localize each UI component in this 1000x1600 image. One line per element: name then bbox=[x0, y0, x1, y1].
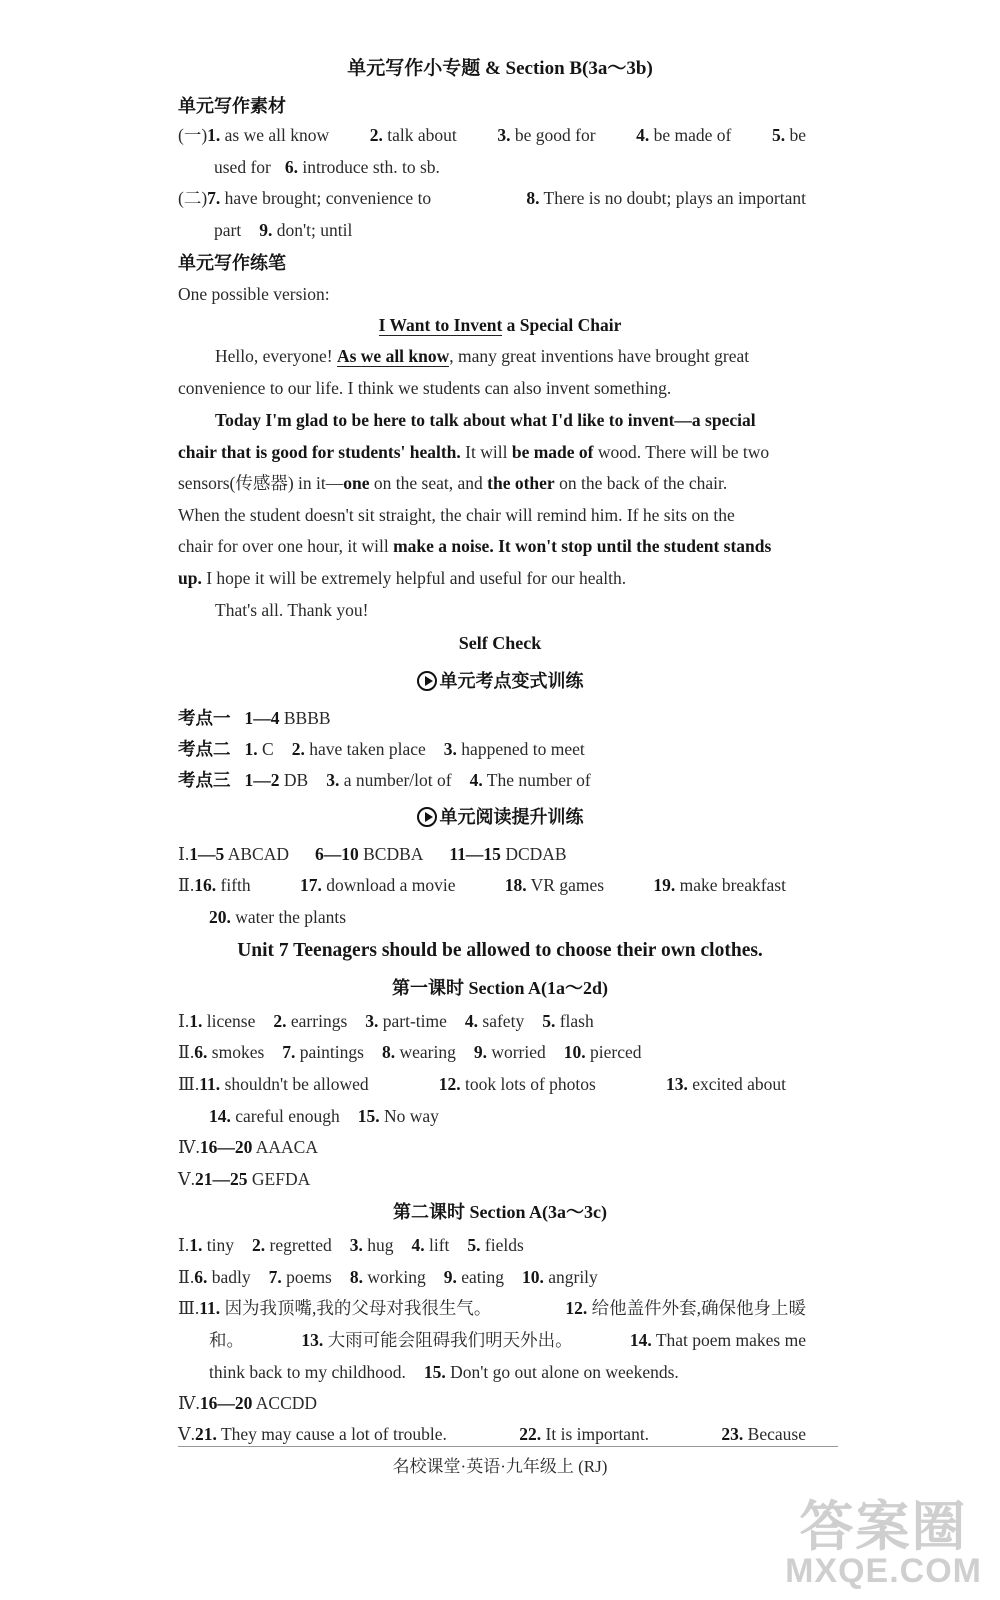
answer-item bbox=[522, 1267, 598, 1287]
answer-text: flash bbox=[555, 1011, 594, 1031]
answer-text: paintings bbox=[295, 1042, 364, 1062]
answer-number: 2. bbox=[273, 1011, 287, 1031]
answer-text: excited about bbox=[687, 1074, 786, 1094]
question-section-number: Ⅲ. bbox=[178, 1074, 200, 1094]
answer-item bbox=[252, 1235, 332, 1255]
answer-line bbox=[178, 1423, 806, 1445]
answer-line bbox=[178, 1266, 598, 1288]
answer-text: be bbox=[785, 125, 806, 145]
answer-number: 6. bbox=[284, 157, 298, 177]
answer-text: careful enough bbox=[230, 1106, 340, 1126]
arrow-circle-icon bbox=[417, 671, 437, 691]
answer-number: 5. bbox=[771, 125, 786, 145]
answer-item bbox=[200, 1393, 317, 1413]
answer-number: 2. bbox=[291, 739, 305, 759]
answer-item bbox=[300, 874, 456, 896]
essay-text: sensors(传感器) in it— bbox=[178, 473, 344, 493]
answer-text: 因为我顶嘴,我的父母对我很生气。 bbox=[220, 1298, 492, 1318]
answer-number: 5. bbox=[467, 1235, 481, 1255]
answer-item bbox=[350, 1267, 426, 1287]
answer-number: 14. bbox=[209, 1106, 231, 1126]
answer-text: VR games bbox=[526, 875, 605, 895]
subsection-heading bbox=[0, 806, 1000, 828]
question-section-number: Ⅴ. bbox=[178, 1169, 196, 1189]
answer-text: water the plants bbox=[230, 907, 347, 927]
answer-item bbox=[209, 1106, 340, 1126]
answer-number: 1. bbox=[244, 739, 258, 759]
answer-number: 23. bbox=[721, 1424, 744, 1444]
essay-text: I hope it will be extremely helpful and useful for our health. bbox=[201, 568, 627, 588]
answer-item bbox=[189, 1235, 234, 1255]
answer-item bbox=[269, 1267, 332, 1287]
answer-number: 3. bbox=[497, 125, 511, 145]
answer-text: fifth bbox=[216, 875, 251, 895]
answer-item bbox=[178, 124, 329, 146]
answer-number: 3. bbox=[349, 1235, 363, 1255]
answer-text: part-time bbox=[378, 1011, 447, 1031]
answer-item bbox=[444, 1267, 504, 1287]
answer-item bbox=[200, 1137, 318, 1157]
section-heading-materials: 单元写作素材 bbox=[178, 96, 286, 116]
essay-phrase: be made of bbox=[511, 442, 594, 462]
question-section-number: Ⅴ. bbox=[178, 1424, 196, 1444]
answer-text: used for bbox=[214, 157, 271, 177]
answer-text: The number of bbox=[482, 770, 591, 790]
essay-line bbox=[178, 567, 626, 589]
answer-text: ACCDD bbox=[252, 1393, 318, 1413]
answer-text: That poem makes me bbox=[651, 1330, 806, 1350]
question-section-number: (一) bbox=[178, 125, 208, 145]
answer-text: DCDAB bbox=[500, 844, 567, 864]
unit-title: Unit 7 Teenagers should be allowed to choose their own clothes. bbox=[237, 940, 763, 961]
lesson-title: 第一课时 Section A(1a～2d) bbox=[392, 978, 608, 998]
answer-text: happened to meet bbox=[456, 739, 585, 759]
essay-phrase: As we all know bbox=[336, 346, 450, 366]
answer-item bbox=[424, 1362, 679, 1382]
answer-number: 4. bbox=[636, 125, 650, 145]
answer-item bbox=[444, 739, 585, 759]
answer-item bbox=[315, 844, 423, 864]
answer-text: regretted bbox=[265, 1235, 332, 1255]
answer-text: as we all know bbox=[220, 125, 330, 145]
answer-number: 11—15 bbox=[449, 844, 501, 864]
answer-number: 15. bbox=[423, 1362, 446, 1382]
answer-number: 20. bbox=[209, 907, 231, 927]
answer-line bbox=[178, 738, 585, 760]
answer-text: smokes bbox=[207, 1042, 265, 1062]
answer-number: 17. bbox=[299, 875, 322, 895]
essay-line: convenience to our life. I think we students can also invent something. bbox=[178, 378, 672, 398]
answer-number: 7. bbox=[268, 1267, 282, 1287]
answer-number: 16—20 bbox=[199, 1393, 253, 1413]
essay-line bbox=[178, 472, 727, 494]
exam-point-label: 考点三 bbox=[178, 770, 231, 790]
answer-item bbox=[497, 124, 595, 146]
question-section-number: Ⅰ. bbox=[178, 844, 190, 864]
answer-text: shouldn't be allowed bbox=[220, 1074, 369, 1094]
answer-text: It is important. bbox=[541, 1424, 650, 1444]
question-section-number: Ⅰ. bbox=[178, 1235, 190, 1255]
version-label: One possible version: bbox=[178, 284, 330, 304]
answer-item bbox=[505, 874, 604, 896]
answer-text: DB bbox=[279, 770, 309, 790]
essay-phrase: up. bbox=[178, 568, 202, 588]
question-section-number: Ⅱ. bbox=[178, 1042, 195, 1062]
answer-item bbox=[526, 187, 806, 209]
answer-item bbox=[194, 1267, 250, 1287]
answer-line bbox=[209, 1105, 439, 1127]
answer-number: 3. bbox=[365, 1011, 379, 1031]
answer-text: No way bbox=[379, 1106, 439, 1126]
answer-item bbox=[565, 1297, 806, 1319]
answer-text: fields bbox=[480, 1235, 524, 1255]
answer-item bbox=[449, 844, 566, 864]
answer-item bbox=[636, 124, 731, 146]
answer-number: 2. bbox=[252, 1235, 266, 1255]
answer-text: 和。 bbox=[209, 1330, 244, 1350]
answer-text: Don't go out alone on weekends. bbox=[445, 1362, 679, 1382]
arrow-circle-icon bbox=[417, 807, 437, 827]
answer-line bbox=[178, 1136, 318, 1158]
answer-text: introduce sth. to sb. bbox=[297, 157, 440, 177]
question-section-number: Ⅳ. bbox=[178, 1393, 200, 1413]
answer-line bbox=[178, 769, 591, 791]
answer-number: 3. bbox=[443, 739, 457, 759]
answer-text: license bbox=[202, 1011, 256, 1031]
footer-divider bbox=[178, 1446, 838, 1447]
answer-item bbox=[189, 1011, 255, 1031]
answer-text: Because bbox=[743, 1424, 806, 1444]
self-check-title: Self Check bbox=[458, 633, 542, 653]
essay-line bbox=[178, 441, 769, 463]
watermark bbox=[785, 1497, 982, 1590]
answer-text: don't; until bbox=[272, 220, 353, 240]
answer-text: think back to my childhood. bbox=[209, 1362, 406, 1382]
answer-number: 9. bbox=[443, 1267, 457, 1287]
answer-text: poems bbox=[281, 1267, 332, 1287]
answer-item bbox=[282, 1042, 364, 1062]
essay-phrase: chair that is good for students' health. bbox=[178, 442, 461, 462]
answer-number: 13. bbox=[665, 1074, 688, 1094]
essay-phrase: one bbox=[343, 473, 370, 493]
answer-number: 1—2 bbox=[244, 770, 280, 790]
answer-item bbox=[273, 1011, 347, 1031]
answer-item bbox=[214, 157, 271, 177]
essay-line: That's all. Thank you! bbox=[215, 600, 369, 620]
answer-number: 1—5 bbox=[189, 844, 225, 864]
answer-text: They may cause a lot of trouble. bbox=[216, 1424, 447, 1444]
answer-number: 4. bbox=[464, 1011, 479, 1031]
answer-line bbox=[178, 707, 331, 729]
answer-item bbox=[178, 1423, 447, 1445]
answer-text: took lots of photos bbox=[460, 1074, 596, 1094]
answer-line bbox=[178, 1392, 317, 1414]
answer-number: 8. bbox=[349, 1267, 363, 1287]
answer-line bbox=[209, 906, 346, 928]
answer-number: 16. bbox=[194, 875, 217, 895]
question-section-number: Ⅰ. bbox=[178, 1011, 190, 1031]
answer-text: lift bbox=[424, 1235, 450, 1255]
answer-line bbox=[209, 1329, 806, 1351]
answer-item bbox=[195, 1169, 310, 1189]
answer-text: have brought; convenience to bbox=[220, 188, 432, 208]
answer-text: part bbox=[214, 220, 242, 240]
answer-item bbox=[358, 1106, 439, 1126]
answer-number: 11. bbox=[199, 1074, 221, 1094]
answer-item bbox=[411, 1235, 449, 1255]
essay-text: , many great inventions have brought great bbox=[449, 346, 750, 366]
answer-item bbox=[292, 739, 426, 759]
answer-text: ABCAD bbox=[224, 844, 289, 864]
answer-number: 4. bbox=[469, 770, 483, 790]
subsection-label: 单元阅读提升训练 bbox=[439, 807, 584, 827]
question-section-number: Ⅱ. bbox=[178, 1267, 195, 1287]
essay-line bbox=[215, 345, 805, 367]
answer-line bbox=[178, 1168, 310, 1190]
answer-number: 7. bbox=[282, 1042, 296, 1062]
answer-item bbox=[542, 1011, 594, 1031]
answer-item bbox=[259, 220, 352, 240]
watermark-url: MXQE.COM bbox=[785, 1552, 982, 1590]
essay-title-rest: a Special Chair bbox=[502, 315, 622, 335]
answer-number: 5. bbox=[542, 1011, 556, 1031]
answer-number: 8. bbox=[526, 188, 540, 208]
subsection-heading bbox=[0, 670, 1000, 692]
answer-text: a number/lot of bbox=[339, 770, 452, 790]
answer-line bbox=[178, 1041, 642, 1063]
answer-text: make breakfast bbox=[675, 875, 786, 895]
answer-item bbox=[245, 708, 331, 728]
answer-number: 13. bbox=[301, 1330, 324, 1350]
exam-point-label: 考点一 bbox=[178, 708, 231, 728]
essay-text: wood. There will be two bbox=[593, 442, 770, 462]
answer-number: 10. bbox=[521, 1267, 544, 1287]
answer-item bbox=[721, 1423, 806, 1445]
answer-item bbox=[382, 1042, 456, 1062]
answer-line bbox=[178, 187, 806, 209]
answer-number: 6. bbox=[194, 1042, 208, 1062]
answer-number: 9. bbox=[259, 220, 273, 240]
answer-text: There is no doubt; plays an important bbox=[539, 188, 806, 208]
answer-text: safety bbox=[478, 1011, 525, 1031]
essay-text: on the back of the chair. bbox=[554, 473, 728, 493]
question-section-number: Ⅲ. bbox=[178, 1298, 200, 1318]
answer-item bbox=[285, 157, 440, 177]
answer-number: 6—10 bbox=[314, 844, 359, 864]
answer-text: 大雨可能会阻碍我们明天外出。 bbox=[323, 1330, 573, 1350]
answer-text: tiny bbox=[202, 1235, 235, 1255]
answer-text: have taken place bbox=[304, 739, 426, 759]
answer-number: 16—20 bbox=[199, 1137, 253, 1157]
answer-number: 7. bbox=[207, 188, 221, 208]
answer-item bbox=[370, 124, 457, 146]
answer-line bbox=[214, 156, 440, 178]
essay-line: Today I'm glad to be here to talk about what I'd like to invent—a special bbox=[215, 410, 756, 430]
answer-item bbox=[519, 1423, 649, 1445]
answer-number: 10. bbox=[563, 1042, 586, 1062]
answer-text: talk about bbox=[382, 125, 457, 145]
answer-number: 3. bbox=[326, 770, 340, 790]
answer-text: GEFDA bbox=[247, 1169, 311, 1189]
essay-phrase: the other bbox=[487, 473, 555, 493]
answer-item bbox=[189, 844, 289, 864]
answer-line bbox=[214, 219, 352, 241]
answer-line bbox=[178, 1234, 524, 1256]
answer-line bbox=[178, 1297, 806, 1319]
answer-line bbox=[178, 1010, 594, 1032]
answer-item bbox=[214, 220, 241, 240]
essay-title bbox=[0, 314, 1000, 336]
answer-text: hug bbox=[362, 1235, 394, 1255]
essay-line: When the student doesn't sit straight, the chair will remind him. If he sits on the bbox=[178, 505, 735, 525]
answer-number: 12. bbox=[565, 1298, 588, 1318]
answer-item bbox=[209, 1329, 244, 1351]
answer-number: 1—4 bbox=[244, 708, 280, 728]
answer-number: 1. bbox=[189, 1235, 203, 1255]
answer-text: angrily bbox=[543, 1267, 598, 1287]
answer-text: be made of bbox=[649, 125, 732, 145]
answer-item bbox=[630, 1329, 806, 1351]
answer-text: working bbox=[363, 1267, 426, 1287]
answer-text: be good for bbox=[510, 125, 596, 145]
answer-text: C bbox=[257, 739, 274, 759]
answer-item bbox=[653, 874, 786, 896]
essay-phrase: make a noise. It won't stop until the student stands bbox=[393, 536, 772, 556]
answer-item bbox=[178, 1073, 369, 1095]
answer-text: wearing bbox=[395, 1042, 456, 1062]
answer-number: 1. bbox=[207, 125, 221, 145]
answer-item bbox=[178, 874, 251, 896]
essay-text: Hello, everyone! bbox=[215, 346, 337, 366]
answer-item bbox=[301, 1329, 572, 1351]
subsection-label: 单元考点变式训练 bbox=[439, 671, 584, 691]
answer-line bbox=[178, 124, 806, 146]
essay-text: It will bbox=[460, 442, 512, 462]
answer-number: 11. bbox=[199, 1298, 221, 1318]
lesson-title: 第二课时 Section A(3a～3c) bbox=[393, 1202, 607, 1222]
answer-number: 22. bbox=[519, 1424, 542, 1444]
watermark-logo: 答案圈 bbox=[799, 1497, 968, 1557]
answer-number: 18. bbox=[504, 875, 527, 895]
answer-item bbox=[467, 1235, 523, 1255]
exam-point-label: 考点二 bbox=[178, 739, 231, 759]
answer-item bbox=[474, 1042, 546, 1062]
answer-item bbox=[350, 1235, 394, 1255]
essay-line bbox=[178, 535, 771, 557]
answer-item bbox=[178, 1297, 491, 1319]
answer-number: 21. bbox=[195, 1424, 217, 1444]
answer-number: 8. bbox=[381, 1042, 396, 1062]
answer-text: AAACA bbox=[252, 1137, 318, 1157]
answer-number: 4. bbox=[411, 1235, 425, 1255]
answer-item bbox=[470, 770, 591, 790]
answer-text: badly bbox=[207, 1267, 251, 1287]
page-title: 单元写作小专题 & Section B(3a～3b) bbox=[347, 58, 653, 79]
question-section-number: (二) bbox=[178, 188, 208, 208]
answer-text: download a movie bbox=[321, 875, 456, 895]
answer-text: BBBB bbox=[279, 708, 331, 728]
answer-line bbox=[209, 1361, 679, 1383]
answer-item bbox=[365, 1011, 447, 1031]
essay-title-underlined: I Want to Invent bbox=[378, 315, 503, 335]
answer-item bbox=[772, 124, 806, 146]
page-footer: 名校课堂·英语·九年级上 (RJ) bbox=[392, 1457, 608, 1476]
answer-number: 12. bbox=[438, 1074, 461, 1094]
answer-number: 15. bbox=[357, 1106, 380, 1126]
answer-item bbox=[326, 770, 451, 790]
answer-item bbox=[564, 1042, 642, 1062]
essay-text: on the seat, and bbox=[369, 473, 488, 493]
answer-number: 19. bbox=[653, 875, 676, 895]
section-heading-practice: 单元写作练笔 bbox=[178, 253, 286, 273]
question-section-number: Ⅱ. bbox=[178, 875, 195, 895]
answer-item bbox=[178, 187, 431, 209]
answer-item bbox=[209, 1362, 406, 1382]
answer-item bbox=[439, 1073, 596, 1095]
answer-number: 14. bbox=[629, 1330, 652, 1350]
answer-number: 21—25 bbox=[195, 1169, 248, 1189]
answer-item bbox=[209, 907, 346, 927]
answer-text: BCDBA bbox=[358, 844, 424, 864]
essay-text: chair for over one hour, it will bbox=[178, 536, 394, 556]
answer-text: pierced bbox=[585, 1042, 642, 1062]
answer-number: 2. bbox=[369, 125, 383, 145]
answer-text: earrings bbox=[286, 1011, 348, 1031]
answer-item bbox=[666, 1073, 786, 1095]
question-section-number: Ⅳ. bbox=[178, 1137, 200, 1157]
answer-item bbox=[194, 1042, 264, 1062]
answer-line bbox=[178, 874, 786, 896]
answer-line bbox=[178, 843, 567, 865]
answer-item bbox=[465, 1011, 524, 1031]
answer-text: eating bbox=[456, 1267, 504, 1287]
answer-item bbox=[245, 739, 274, 759]
answer-text: 给他盖件外套,确保他身上暖 bbox=[587, 1298, 806, 1318]
answer-number: 1. bbox=[189, 1011, 203, 1031]
answer-number: 9. bbox=[473, 1042, 487, 1062]
answer-number: 6. bbox=[194, 1267, 208, 1287]
answer-item bbox=[245, 770, 309, 790]
answer-line bbox=[178, 1073, 786, 1095]
answer-text: worried bbox=[486, 1042, 546, 1062]
